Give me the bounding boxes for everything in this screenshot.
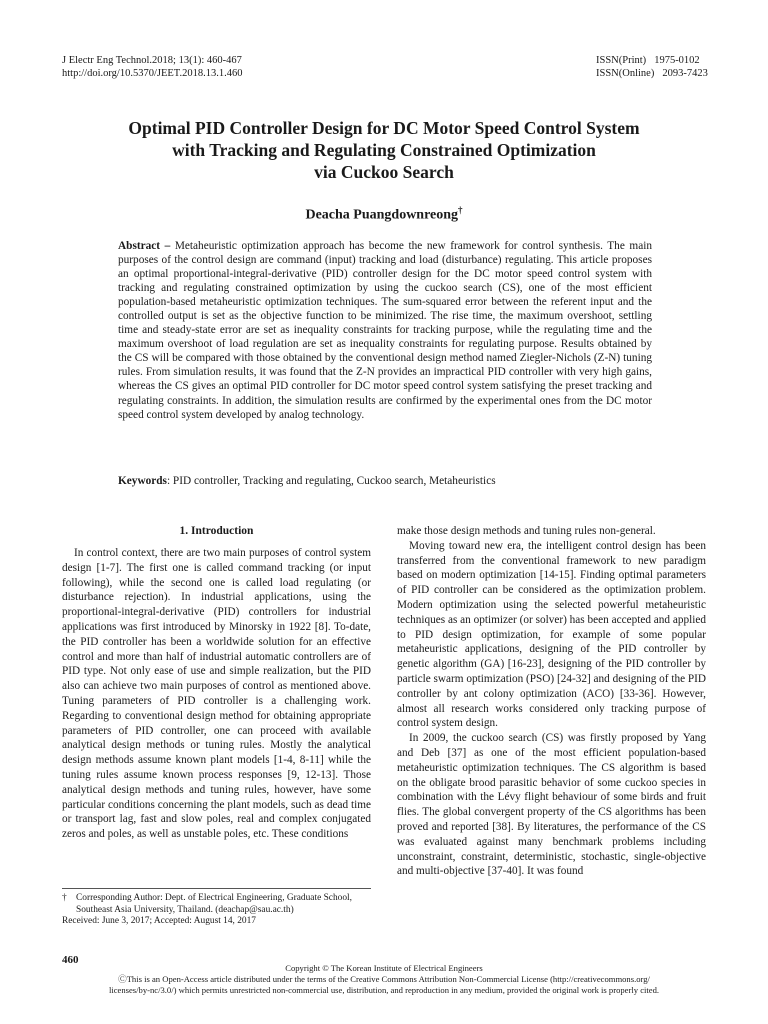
copyright-line: Copyright © The Korean Institute of Electrical Engineers [285, 963, 483, 973]
keywords-label: Keywords [118, 475, 167, 487]
footnote-mark: † [62, 893, 67, 903]
issn-online-value: 2093-7423 [662, 68, 708, 79]
body-paragraph: make those design methods and tuning rules non-general. [397, 525, 656, 537]
author-name: Deacha Puangdownreong [305, 207, 459, 223]
journal-citation [62, 54, 242, 80]
right-column [397, 524, 706, 879]
citation-line: J Electr Eng Technol.2018; 13(1): 460-467 [62, 55, 242, 66]
received-dates: Received: June 3, 2017; Accepted: August 14, 2017 [62, 916, 256, 927]
issn-block [596, 54, 708, 80]
body-paragraph: In 2009, the cuckoo search (CS) was firstly proposed by Yang and Deb [37] as one of the most efficient population-based metaheuristic optimization techniques. The CS algorithm is based on the obligate brood parasitic behavior of some cuckoo species in combination with the Lévy flight behaviour of some birds and fruit flies. The global convergent property of the CS algorithms has been proved and reported [38]. By literatures, the performance of the CS was evaluated against many benchmark problems including unconstraint, constraint, deterministic, stochastic, single-objective and multi-objective [37-40]. It was found [397, 732, 706, 878]
footnote-divider [62, 888, 371, 889]
issn-print-label: ISSN(Print) [596, 55, 647, 66]
license-text: This is an Open-Access article distributed under the terms of the Creative Commons Attribution Non-Commercial License (http://creativecommons.org/ [126, 974, 650, 984]
issn-online-label: ISSN(Online) [596, 68, 655, 79]
keywords [118, 474, 652, 488]
abstract-label: Abstract – [118, 240, 175, 252]
abstract [118, 239, 652, 422]
section-heading: 1. Introduction [179, 525, 254, 537]
title-line: Optimal PID Controller Design for DC Motor Speed Control System [128, 118, 640, 138]
doi-link[interactable]: http://doi.org/10.5370/JEET.2018.13.1.460 [62, 68, 243, 79]
corresponding-author-mark: † [458, 205, 463, 215]
abstract-text: Metaheuristic optimization approach has become the new framework for control synthesis. The main purposes of the control design are command (input) tracking and load (disturbance) regulating. This article proposes an optimal proportional-integral-derivative (PID) controller design for the DC motor speed control system with tracking and regulating constrained optimization by using the cuckoo search (CS), one of the most efficient population-based metaheuristic optimization techniques. The sum-squared error between the referent input and the controlled output is set as the objective function to be minimized. The rise time, the maximum overshoot, settling time and steady-state error are set as inequality constraints for tracking purpose, while the regulating time and the maximum overshoot of load regulation are set as inequality constraints for regulating purpose. Results obtained by the CS will be compared with those obtained by the conventional design method named Ziegler-Nichols (Z-N) tuning rules. From simulation results, it was found that the Z-N provides an impractical PID controller with very high gains, whereas the CS gives an optimal PID controller for DC motor speed control system satisfying the preset tracking and regulating constraints. In addition, the simulation results are confirmed by the experimental ones from the DC motor speed control system developed by analog technology. [118, 240, 652, 421]
page-number: 460 [62, 954, 79, 966]
keywords-text: : PID controller, Tracking and regulating, Cuckoo search, Metaheuristics [166, 475, 496, 487]
title-line: via Cuckoo Search [314, 162, 454, 182]
license-line: licenses/by-nc/3.0/) which permits unrestricted non-commercial use, distribution, and reproduction in any medium, provided the original work is properly cited. [108, 985, 660, 995]
paper-title [40, 117, 728, 183]
license-line [40, 974, 728, 985]
left-column [62, 524, 371, 842]
body-paragraph: Moving toward new era, the intelligent control design has been transferred from the conventional framework to new paradigm based on modern optimization [14-15]. Finding optimal parameters of PID controller can be considered as the optimization problem. Modern optimization using the selected powerful metaheuristic techniques as an optimizer (or solver) has been accepted and applied to PID design optimization, for example of some popular metaheuristic applications, designing of the PID controller by genetic algorithm (GA) [16-23], designing of the PID controller by particle swarm optimization (PSO) [24-32] and designing of the PID controller by ant colony optimization (ACO) [33-36]. However, almost all research works considered only tracking purpose of control system design. [397, 539, 707, 730]
issn-print-value: 1975-0102 [654, 55, 700, 66]
author-line [0, 205, 768, 224]
title-line: with Tracking and Regulating Constrained Optimization [172, 140, 596, 160]
open-access-icon: Ⓒ [118, 974, 127, 984]
copyright-notice [40, 963, 728, 996]
footnote [62, 893, 371, 928]
corresponding-author-note: Corresponding Author: Dept. of Electrical Engineering, Graduate School, Southeast Asia University, Thailand. (deachap@sau.ac.th) [76, 893, 352, 915]
body-paragraph: In control context, there are two main purposes of control system design [1-7]. The first one is called command tracking (or input following), while the second one is called load regulating (or disturbance rejection). In industrial applications, using the proportional-integral-derivative (PID) controllers for industrial applications was first introduced by Minorsky in 1922 [8]. To-date, the PID controller has been a worldwide solution for an effective control and more than half of industrial automatic controllers are of PID type. Not only ease of use and simple realization, but the PID also can achieve two main purposes of control as mentioned above. Tuning parameters of PID controller is a challenging work. Regarding to conventional design method for obtaining appropriate parameters of PID controller, one can proceed with available analytical design methods or tuning rules. Mostly the analytical design methods assume known plant models [1-4, 8-11] while the tuning rules assume known process responses [9, 12-13]. Those analytical design methods and tuning rules, however, have some particular conditions concerning the plant models, such as dead time or transport lag, fast and slow poles, real and complex conjugated zeros and poles, as well as unstable poles, etc. These conditions [62, 547, 371, 841]
